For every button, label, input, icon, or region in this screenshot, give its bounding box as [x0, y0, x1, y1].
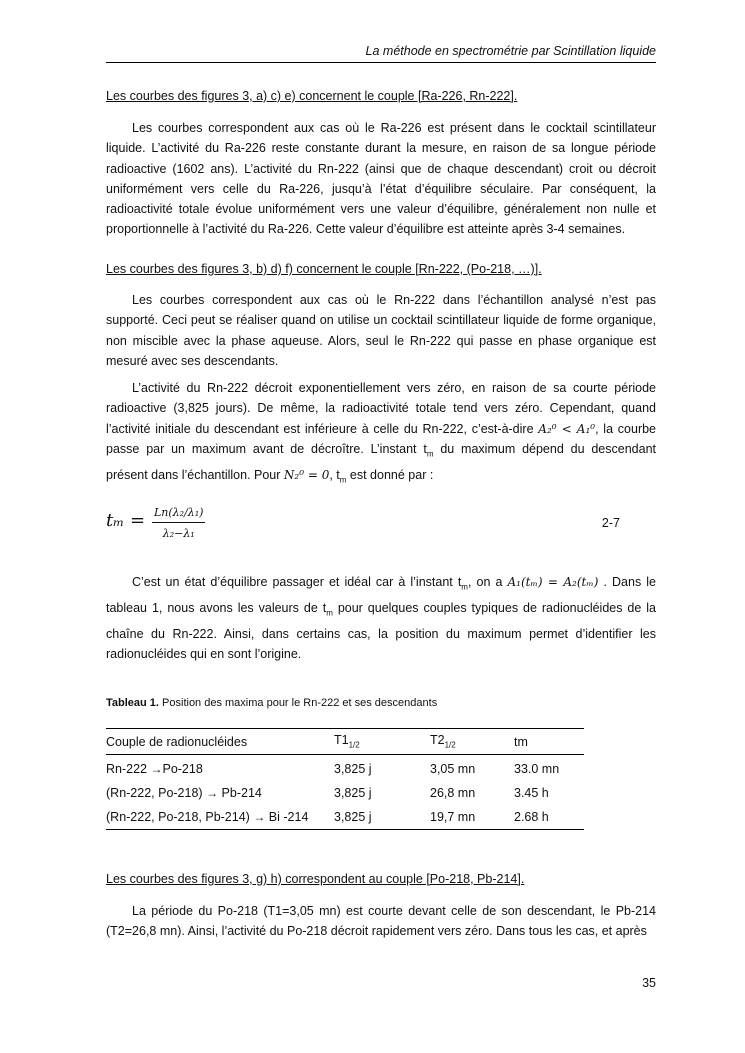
subscript: m [326, 608, 333, 618]
col-header-t2-label: T2 [430, 733, 445, 748]
table-header-row [106, 729, 584, 755]
page-number: 35 [642, 976, 656, 990]
equilibrium-math: A₁(tₘ) = A₂(tₘ) [507, 575, 599, 589]
couple-parent: (Rn-222, Po-218) [106, 786, 207, 800]
couple-daughter: Po-218 [162, 762, 203, 776]
header-rule [106, 62, 656, 63]
subscript: m [461, 582, 468, 592]
cell-t1: 3,825 j [334, 810, 372, 824]
equation-fraction [152, 506, 205, 540]
text-run: pour quelques couples typiques de radionucléides de la chaîne du Rn-222. Ainsi, dans certains cas, la position du maximum permet d’identifier les radionucléides qui en sont l’origine. [106, 600, 657, 661]
cell-tm: 3.45 h [514, 786, 549, 800]
section-heading-po218: Les courbes des figures 3, g) h) correspondent au couple [Po-218, Pb-214]. [106, 872, 525, 886]
subscript: 1/2 [348, 740, 360, 750]
paragraph-equilibrium [106, 572, 656, 664]
arrow-right-icon: → [150, 762, 163, 776]
text-run: , on a [467, 575, 508, 589]
cell-t1: 3,825 j [334, 786, 372, 800]
equation-denominator: λ₂−λ₁ [162, 527, 195, 540]
equation-2-7 [106, 506, 656, 550]
text-run: , la courbe passe par un maximum avant de décroître. L’instant t [106, 421, 657, 456]
paragraph-po218: La période du Po-218 (T1=3,05 mn) est courte devant celle de son descendant, le Pb-214 (T2=26,8 mn). Ainsi, l’activité du Po-218 décroit rapidement vers zéro. Dans tous les cas, et après [106, 904, 656, 939]
cell-t2: 3,05 mn [430, 762, 476, 776]
cell-t2: 19,7 mn [430, 810, 476, 824]
inequality-math: A₂⁰ < A₁⁰ [538, 421, 596, 436]
text-run: C’est un état d’équilibre passager et idéal car à l’instant t [132, 575, 462, 589]
text-run: est donné par : [346, 467, 434, 482]
cell-t2: 26,8 mn [430, 786, 476, 800]
table-row [106, 805, 584, 830]
paragraph-rn222-decay [106, 378, 656, 490]
subscript: m [426, 449, 434, 459]
col-header-couple: Couple de radionucléides [106, 734, 248, 749]
text-run: , t [329, 467, 340, 482]
equation-numerator: Ln(λ₂/λ₁) [152, 506, 205, 523]
text-run: L’activité du Rn-222 décroit exponentiellement vers zéro, en raison de sa courte période radioactive (3,825 jours). De même, la radioactivité totale tend vers zéro. Cependant, quand l’activité initiale du descendant est inférieure à celle du Rn-222, c’est-à-dire [106, 381, 656, 436]
subscript: m [339, 475, 347, 485]
cell-couple [106, 781, 334, 805]
col-header-t2 [430, 729, 514, 755]
col-header-t1-label: T1 [334, 733, 349, 748]
section-heading-ra226: Les courbes des figures 3, a) c) e) concernent le couple [Ra-226, Rn-222]. [106, 89, 518, 103]
subscript: 1/2 [444, 740, 456, 750]
cell-tm: 33.0 mn [514, 762, 560, 776]
paragraph-ra226: Les courbes correspondent aux cas où le Ra-226 est présent dans le cocktail scintillateur liquide. L’activité du Ra-226 reste constante durant la mesure, en raison de sa longue période radioactive (1602 ans). L’activité du Rn-222 (ainsi que de chaque descendant) croit ou décroit uniformément vers celle du Ra-226, jusqu’à l’état d’équilibre séculaire. Par conséquent, la radioactivité totale évolue uniformément vers une valeur d’équilibre, généralement non nulle et proportionnelle à l’activité du Ra-226. Cette valeur d’équilibre est atteinte après 3-4 semaines. [106, 121, 656, 237]
table-row [106, 755, 584, 782]
cell-couple [106, 755, 334, 782]
col-header-tm: tm [514, 734, 528, 749]
paragraph-rn222-unsupported: Les courbes correspondent aux cas où le Rn-222 dans l’échantillon analysé n’est pas supporté. Ceci peut se réaliser quand on utilise un cocktail scintillateur liquide de forme organique, non miscible avec la phase aqueuse. Alors, seul le Rn-222 qui passe en phase organique est mesuré avec ses descendants. [106, 293, 656, 368]
section-heading-rn222: Les courbes des figures 3, b) d) f) concernent le couple [Rn-222, (Po-218, …)]. [106, 262, 542, 276]
table-caption-text: Position des maxima pour le Rn-222 et ses descendants [158, 697, 438, 709]
equation-number: 2-7 [601, 516, 620, 530]
cell-couple [106, 805, 334, 830]
running-header: La méthode en spectrométrie par Scintillation liquide [365, 44, 656, 58]
initial-condition-math: N₂⁰ = 0 [283, 467, 330, 482]
couple-parent: (Rn-222, Po-218, Pb-214) [106, 810, 254, 824]
couple-parent: Rn-222 [106, 762, 151, 776]
equation-lhs: tₘ = [106, 510, 146, 531]
cell-tm: 2.68 h [514, 810, 549, 824]
text-run: . Dans le tableau 1, nous avons les valeurs de t [106, 575, 656, 615]
table-row [106, 781, 584, 805]
maxima-table [106, 728, 584, 830]
arrow-right-icon: → [253, 810, 266, 824]
col-header-t1 [334, 729, 430, 755]
table-caption [106, 697, 437, 709]
text-run: du maximum dépend du descendant présent dans l’échantillon. Pour [106, 441, 656, 482]
arrow-right-icon: → [206, 786, 219, 800]
table-caption-label: Tableau 1. [106, 697, 159, 709]
cell-t1: 3,825 j [334, 762, 372, 776]
couple-daughter: Pb-214 [218, 786, 262, 800]
couple-daughter: Bi -214 [265, 810, 309, 824]
